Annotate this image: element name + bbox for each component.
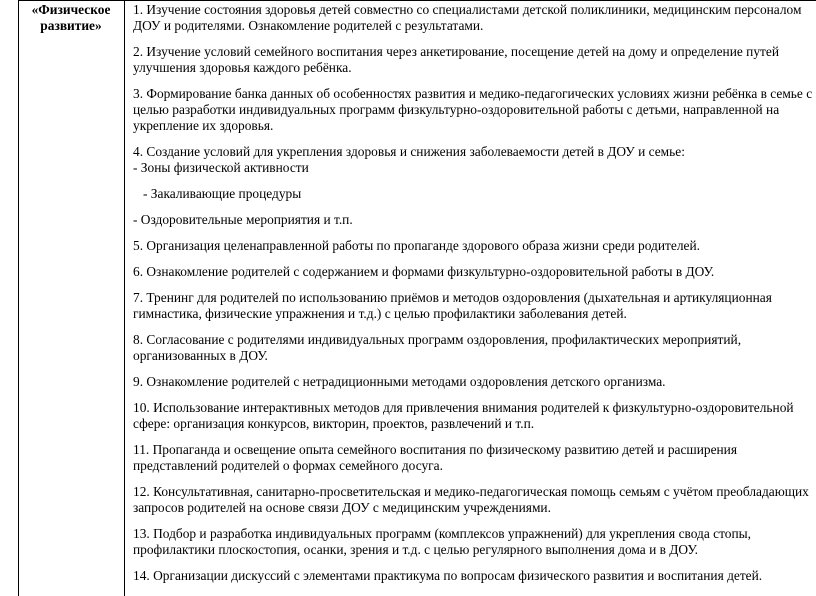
list-item-line: улучшения здоровья каждого ребёнка. — [133, 60, 352, 75]
list-item-line: ДОУ и родителями. Ознакомление родителей с результатами. — [133, 18, 484, 33]
table-top-border — [18, 0, 816, 1]
list-item-line: представлений родителей о формах семейного досуга. — [133, 458, 443, 473]
list-item-line: 12. Консультативная, санитарно-просветительская и медико-педагогическая помощь семьям с учётом преобладающих — [133, 484, 809, 499]
list-item — [133, 526, 816, 558]
list-item-line: 10. Использование интерактивных методов для привлечения внимания родителей к физкультурно-оздоровительной — [133, 400, 794, 415]
list-item-line: 14. Организации дискуссий с элементами практикума по вопросам физического развития и воспитания детей. — [133, 568, 763, 583]
list-item-line: 13. Подбор и разработка индивидуальных программ (комплексов упражнений) для укрепления свода стопы, — [133, 526, 751, 541]
list-item-line: профилактики плоскостопия, осанки, зрения и т.д. с целью регулярного выполнения дома и в ДОУ. — [133, 542, 698, 557]
list-item — [133, 442, 816, 474]
list-item — [133, 44, 816, 76]
list-item — [133, 484, 816, 516]
list-item-line: 5. Организация целенаправленной работы по пропаганде здорового образа жизни среди родителей. — [133, 238, 700, 253]
list-item — [133, 86, 816, 134]
list-item-line: - Закаливающие процедуры — [143, 186, 302, 201]
list-item-line: - Зоны физической активности — [133, 160, 309, 175]
list-item-line: гимнастика, физические упражнения и т.д.) с целью профилактики заболевания детей. — [133, 306, 627, 321]
list-item-line: сфере: организация конкурсов, викторин, проектов, развлечений и т.п. — [133, 416, 535, 431]
list-item — [133, 144, 816, 176]
list-item-line: 3. Формирование банка данных об особенностях развития и медико-педагогических условиях жизни ребёнка в семье с — [133, 86, 813, 101]
list-item — [133, 290, 816, 322]
list-item-line: 6. Ознакомление родителей с содержанием и формами физкультурно-оздоровительной работы в ДОУ. — [133, 264, 715, 279]
list-item — [133, 212, 816, 228]
list-item-line: 9. Ознакомление родителей с нетрадиционными методами оздоровления детского организма. — [133, 374, 666, 389]
list-item — [133, 568, 816, 584]
list-item-line: - Оздоровительные мероприятия и т.п. — [133, 212, 353, 227]
list-item-line: целью разработки индивидуальных программ физкультурно-оздоровительной работы с детьми, направленной на — [133, 102, 780, 117]
list-item-line: 2. Изучение условий семейного воспитания через анкетирование, посещение детей на дому и определение путей — [133, 44, 780, 59]
table-left-border — [18, 0, 19, 596]
section-title: «Физическое развитие» — [31, 2, 111, 33]
list-item-line: 7. Тренинг для родителей по использованию приёмов и методов оздоровления (дыхательная и артикуляционная — [133, 290, 772, 305]
list-item — [133, 186, 816, 202]
items-list — [133, 2, 816, 594]
list-item — [133, 400, 816, 432]
list-item-line: 1. Изучение состояния здоровья детей совместно со специалистами детской поликлиники, медицинским персоналом — [133, 2, 802, 17]
list-item-line: 4. Создание условий для укрепления здоровья и снижения заболеваемости детей в ДОУ и семье: — [133, 144, 685, 159]
column-divider — [124, 0, 125, 596]
list-item-line: 8. Согласование с родителями индивидуальных программ оздоровления, профилактических мероприятий, — [133, 332, 742, 347]
list-item — [133, 264, 816, 280]
list-item-line: организованных в ДОУ. — [133, 348, 268, 363]
list-item — [133, 238, 816, 254]
list-item — [133, 2, 816, 34]
list-item — [133, 374, 816, 390]
list-item — [133, 332, 816, 364]
list-item-line: запросов родителей на основе связи ДОУ с медицинским учреждениями. — [133, 500, 551, 515]
list-item-line: 11. Пропаганда и освещение опыта семейного воспитания по физическому развитию детей и расширения — [133, 442, 738, 457]
list-item-line: укрепление их здоровья. — [133, 118, 274, 133]
